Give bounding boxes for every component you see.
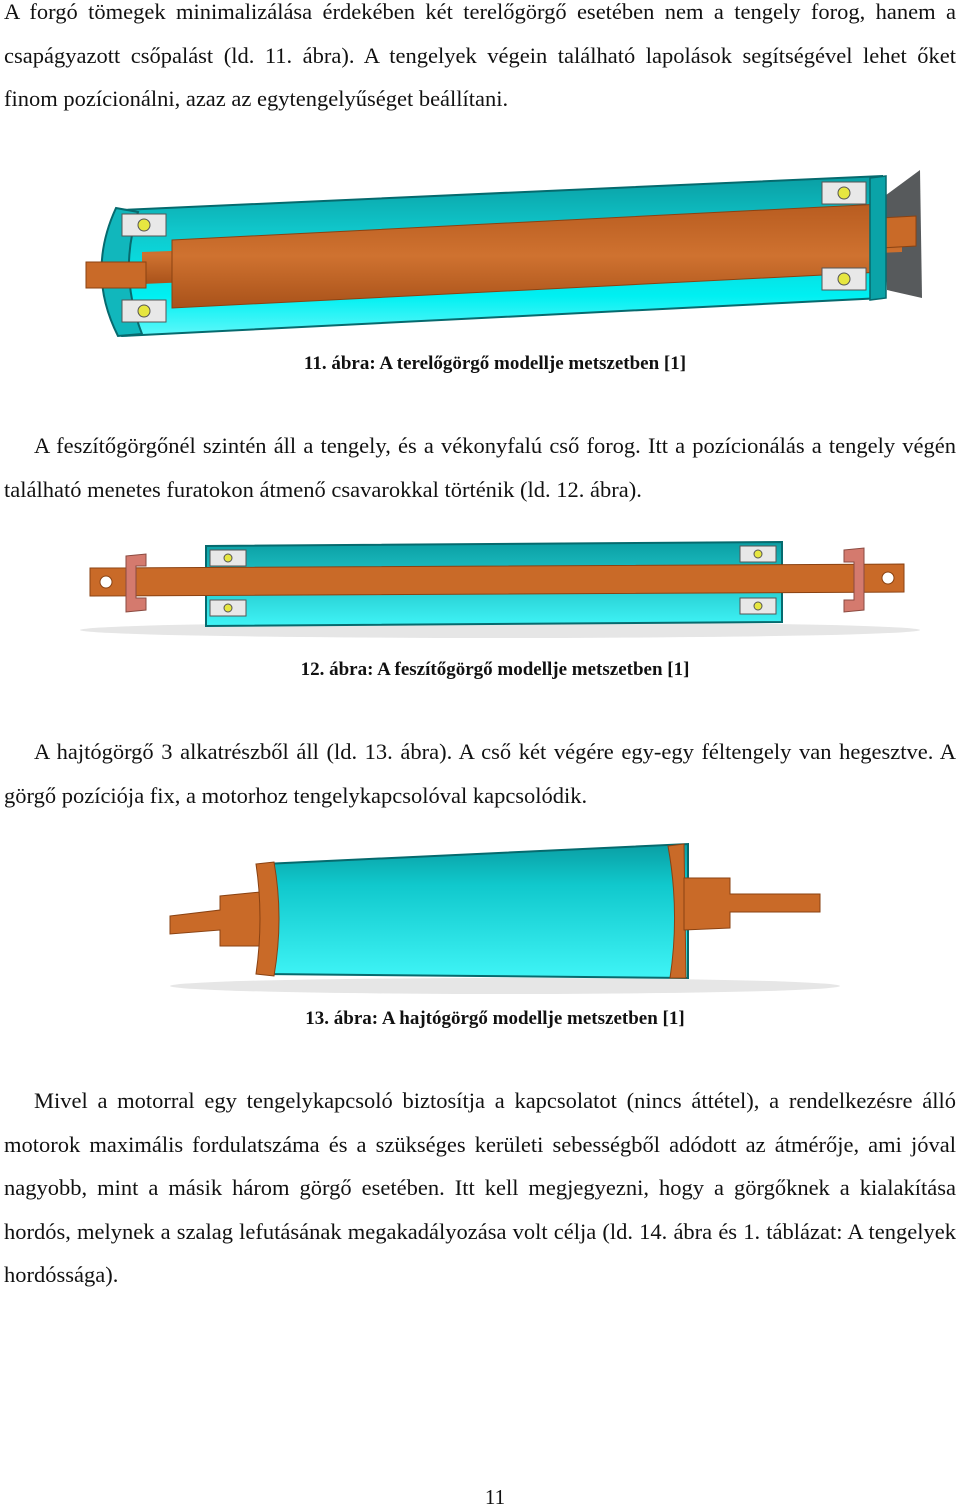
- figure-12-caption: 12. ábra: A feszítőgörgő modellje metszetben [1]: [300, 659, 690, 680]
- figure-13-caption: 13. ábra: A hajtógörgő modellje metszetben [1]: [305, 1008, 685, 1029]
- paragraph-1: A forgó tömegek minimalizálása érdekében két terelőgörgő esetében nem a tengely forog, hanem a csapágyazott csőpalást (ld. 11. ábra). A tengelyek végein található lapolások segítségével lehet őket finom pozícionálni, azaz az egytengelyűséget beállítani.: [4, 0, 956, 111]
- figure-11-idler-roller: [82, 168, 922, 340]
- paragraph-4: Mivel a motorral egy tengelykapcsoló biztosítja a kapcsolatot (nincs áttétel), a rendelkezésre álló motorok maximális fordulatszáma és a szükséges kerületi sebességből adódott az átmérője, ami jóval nagyobb, mint a másik három görgő esetében. Itt kell megjegyezni, hogy a görgőknek a kialakítása hordós, melynek a szalag lefutásának megakadályozása volt célja (ld. 14. ábra és 1. táblázat: A tengelyek hordóssága).: [4, 1088, 956, 1287]
- paragraph-3: A hajtógörgő 3 alkatrészből áll (ld. 13. ábra). A cső két végére egy-egy féltengely van hegesztve. A görgő pozíciója fix, a motorhoz tengelykapcsolóval kapcsolódik.: [4, 739, 956, 808]
- figure-13-drive-roller: [160, 838, 850, 998]
- paragraph-2: A feszítőgörgőnél szintén áll a tengely, és a vékonyfalú cső forog. Itt a pozícionálás a tengely végén található menetes furatokon átmenő csavarokkal történik (ld. 12. ábra).: [4, 433, 956, 502]
- figure-12-tensioner-roller: [70, 540, 922, 640]
- figure-11-caption: 11. ábra: A terelőgörgő modellje metszetben [1]: [303, 353, 687, 374]
- page-number: 11: [484, 1485, 506, 1509]
